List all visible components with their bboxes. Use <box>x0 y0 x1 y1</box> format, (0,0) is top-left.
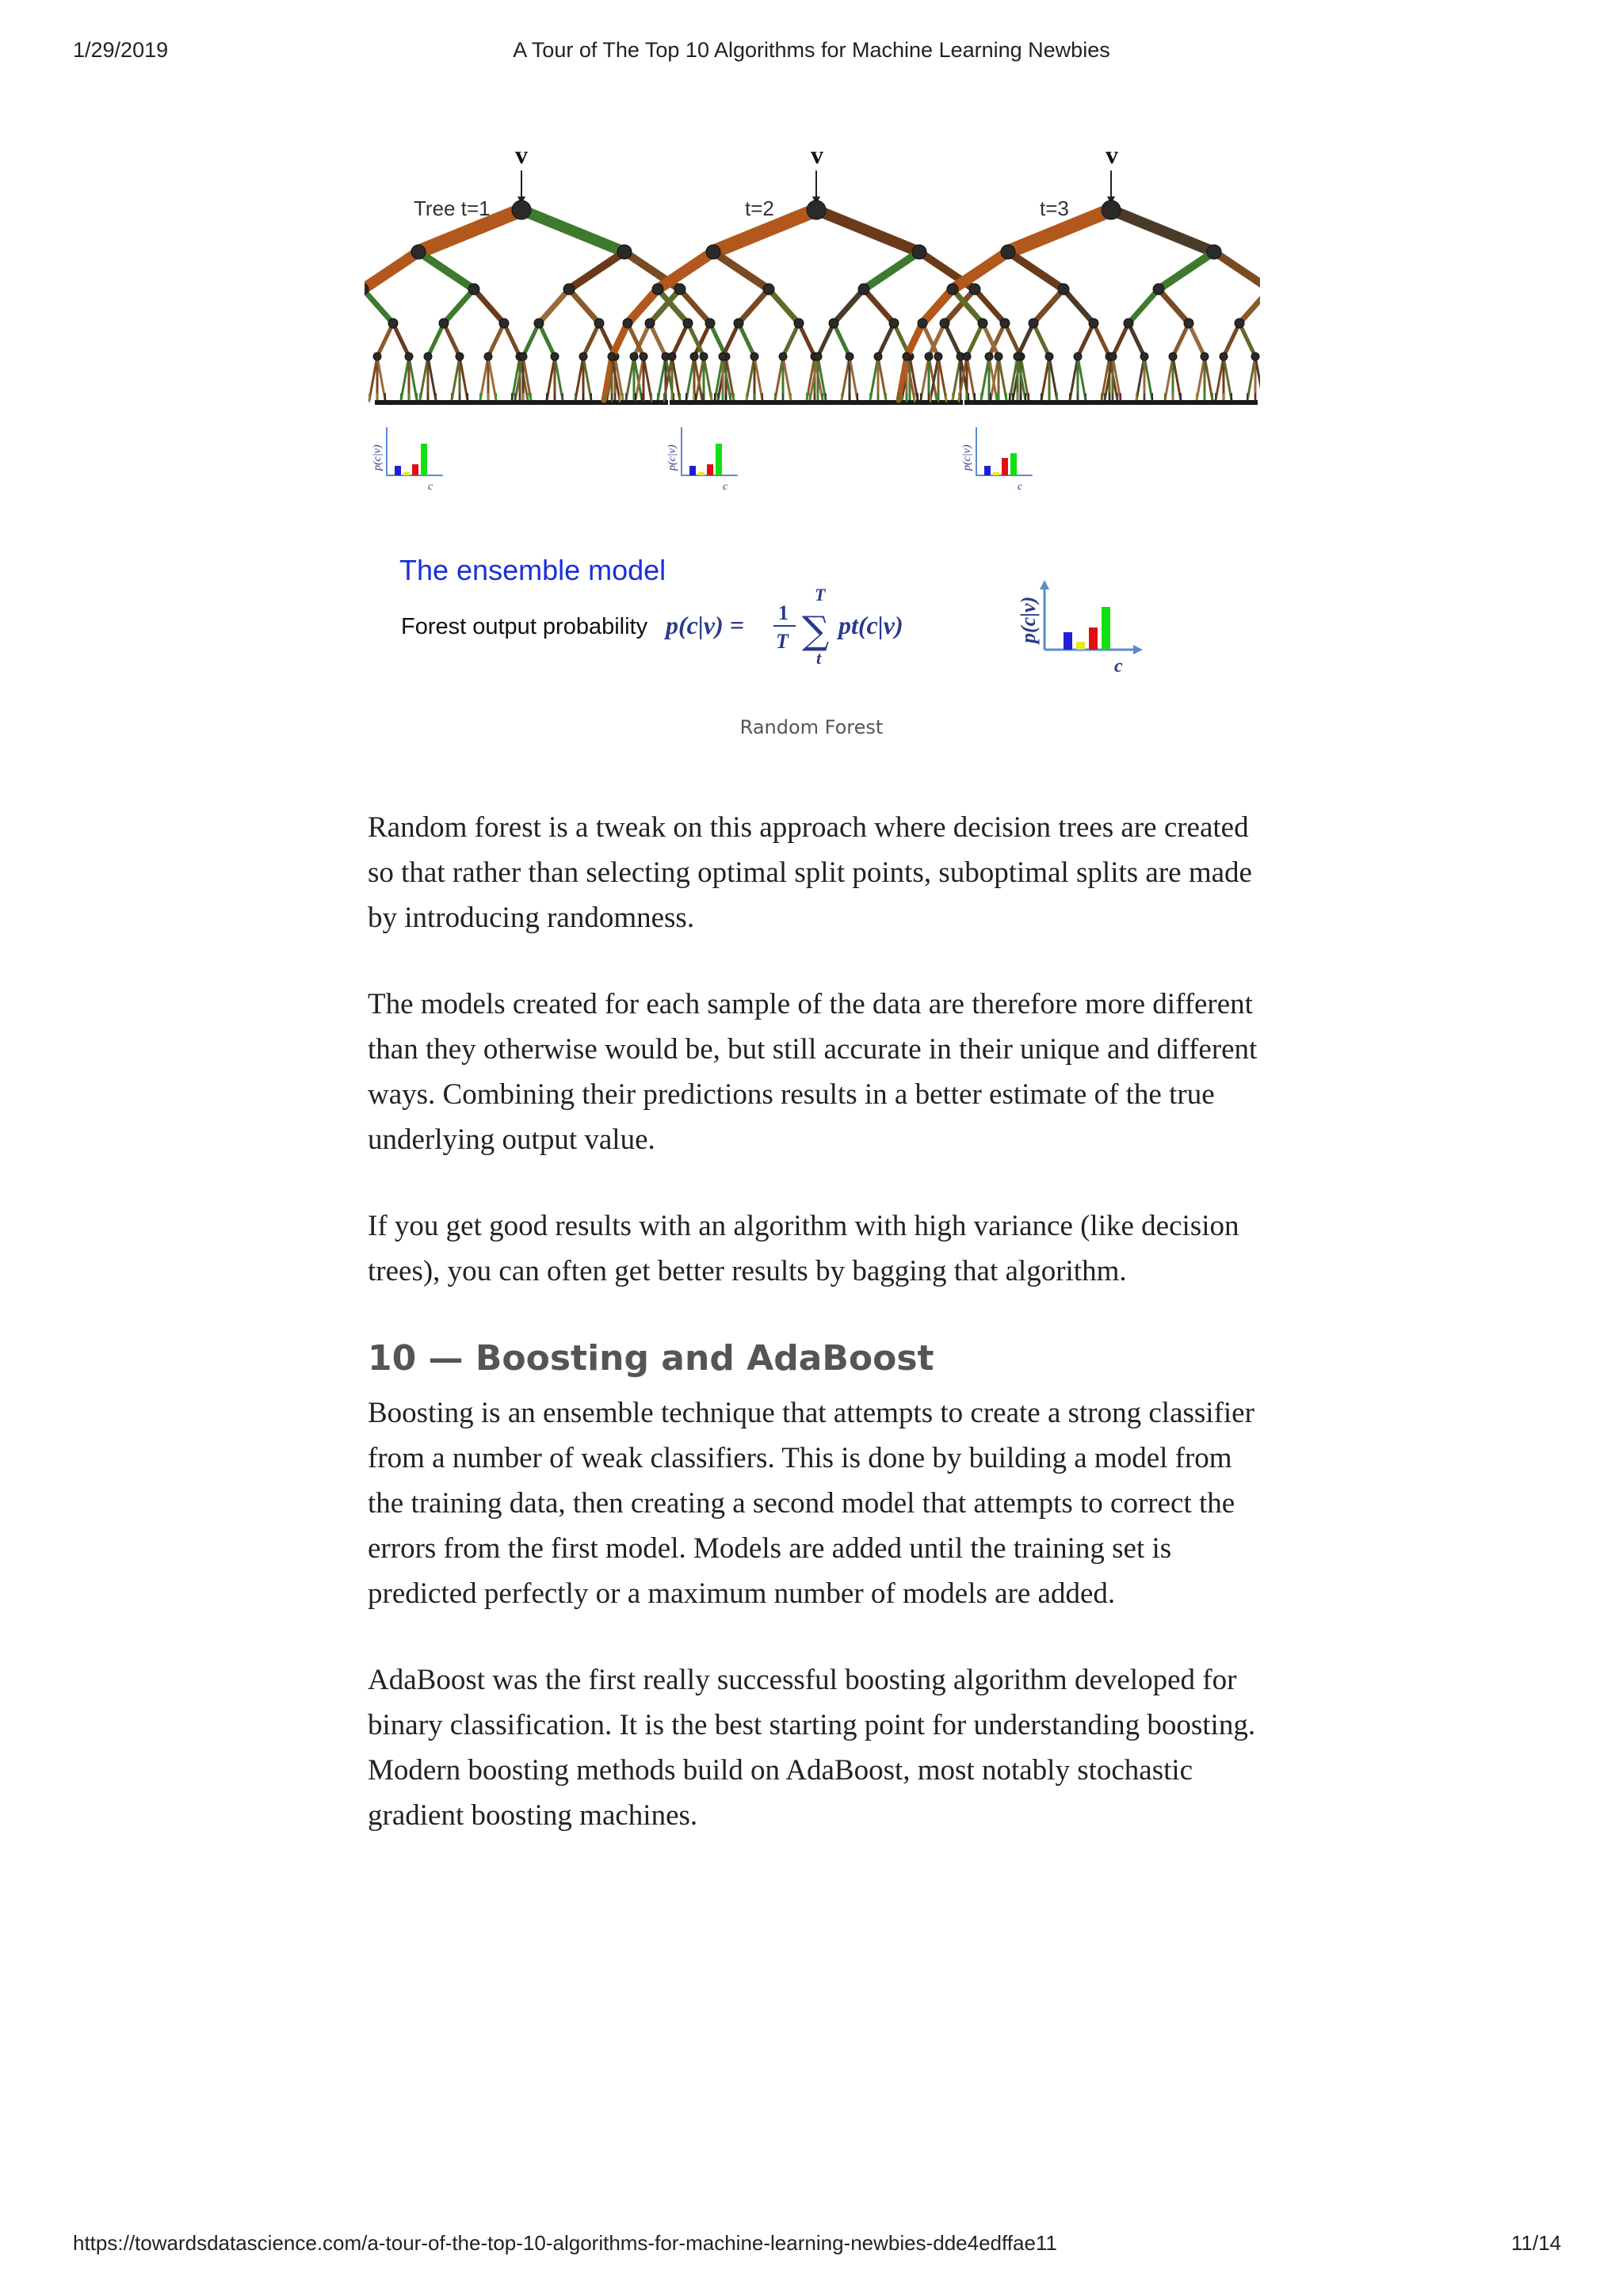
paragraph-random-forest: Random forest is a tweak on this approach where decision trees are created so that rather than selecting optimal split points, suboptimal splits are made by introducing randomness. <box>368 811 1252 934</box>
ensemble-title: The ensemble model <box>399 554 666 586</box>
print-date: 1/29/2019 <box>73 38 169 62</box>
forest-output-label: Forest output probability <box>401 614 648 639</box>
figure-caption: Random Forest <box>739 716 884 738</box>
tree-label-2: t=2 <box>745 196 774 220</box>
random-forest-diagram <box>365 127 1260 697</box>
random-forest-figure <box>365 127 1260 697</box>
paragraph-models: The models created for each sample of the data are therefore more different than they otherwise would be, but still accurate in their unique and different ways. Combining their predictions results in a better estimate of the true underlying output value. <box>368 988 1258 1156</box>
mini-axis-x-label: c <box>723 481 728 493</box>
ensemble-histogram <box>1017 580 1143 677</box>
paragraph-adaboost: AdaBoost was the first really successful boosting algorithm developed for binary classification. It is the best starting point for understanding boosting. Modern boosting methods build on AdaBoost, most notably stochastic gradient boosting machines. <box>368 1664 1256 1832</box>
formula-sum-top: T <box>815 585 826 605</box>
formula-sum: ∑ <box>802 608 830 653</box>
formula-lhs: p(c|v) = <box>666 611 744 639</box>
print-title: A Tour of The Top 10 Algorithms for Machine Learning Newbies <box>513 38 1110 62</box>
mini-axis-y-label: p(c|v) <box>666 444 678 471</box>
mini-axis-y-label: p(c|v) <box>372 444 384 471</box>
big-axis-y-label: p(c|v) <box>1017 596 1040 643</box>
tree-label-1: Tree t=1 <box>414 196 491 220</box>
mini-axis-x-label: c <box>428 481 433 493</box>
root-label-3: v <box>1106 140 1118 169</box>
print-header <box>0 38 1623 70</box>
mini-axis-x-label: c <box>1018 481 1023 493</box>
formula-frac-den: T <box>776 630 789 653</box>
tree-label-3: t=3 <box>1040 196 1069 220</box>
big-axis-x-label: c <box>1114 656 1123 677</box>
formula-frac-num: 1 <box>778 601 789 624</box>
print-footer <box>0 2231 1623 2263</box>
root-label-2: v <box>811 140 823 169</box>
paragraph-boosting: Boosting is an ensemble technique that attempts to create a strong classifier from a number of weak classifiers. This is done by building a model from the training data, then creating a second model that attempts to correct the errors from the first model. Models are added until the training set is predicted perfectly or a maximum number of models are added. <box>368 1397 1254 1610</box>
article-body <box>368 805 1260 1879</box>
page-url: https://towardsdatascience.com/a-tour-of-the-top-10-algorithms-for-machine-learning-newbies-dde4edffae11 <box>73 2231 1057 2255</box>
mini-axis-y-label: p(c|v) <box>961 444 973 471</box>
section-heading-boosting: 10 — Boosting and AdaBoost <box>368 1338 934 1379</box>
formula-rhs: pt(c|v) <box>838 611 903 639</box>
page-number: 11/14 <box>1510 2231 1561 2255</box>
root-label-1: v <box>515 140 528 169</box>
paragraph-variance: If you get good results with an algorithm with high variance (like decision trees), you can often get better results by bagging that algorithm. <box>368 1210 1239 1287</box>
formula-sum-bottom: t <box>816 648 822 668</box>
